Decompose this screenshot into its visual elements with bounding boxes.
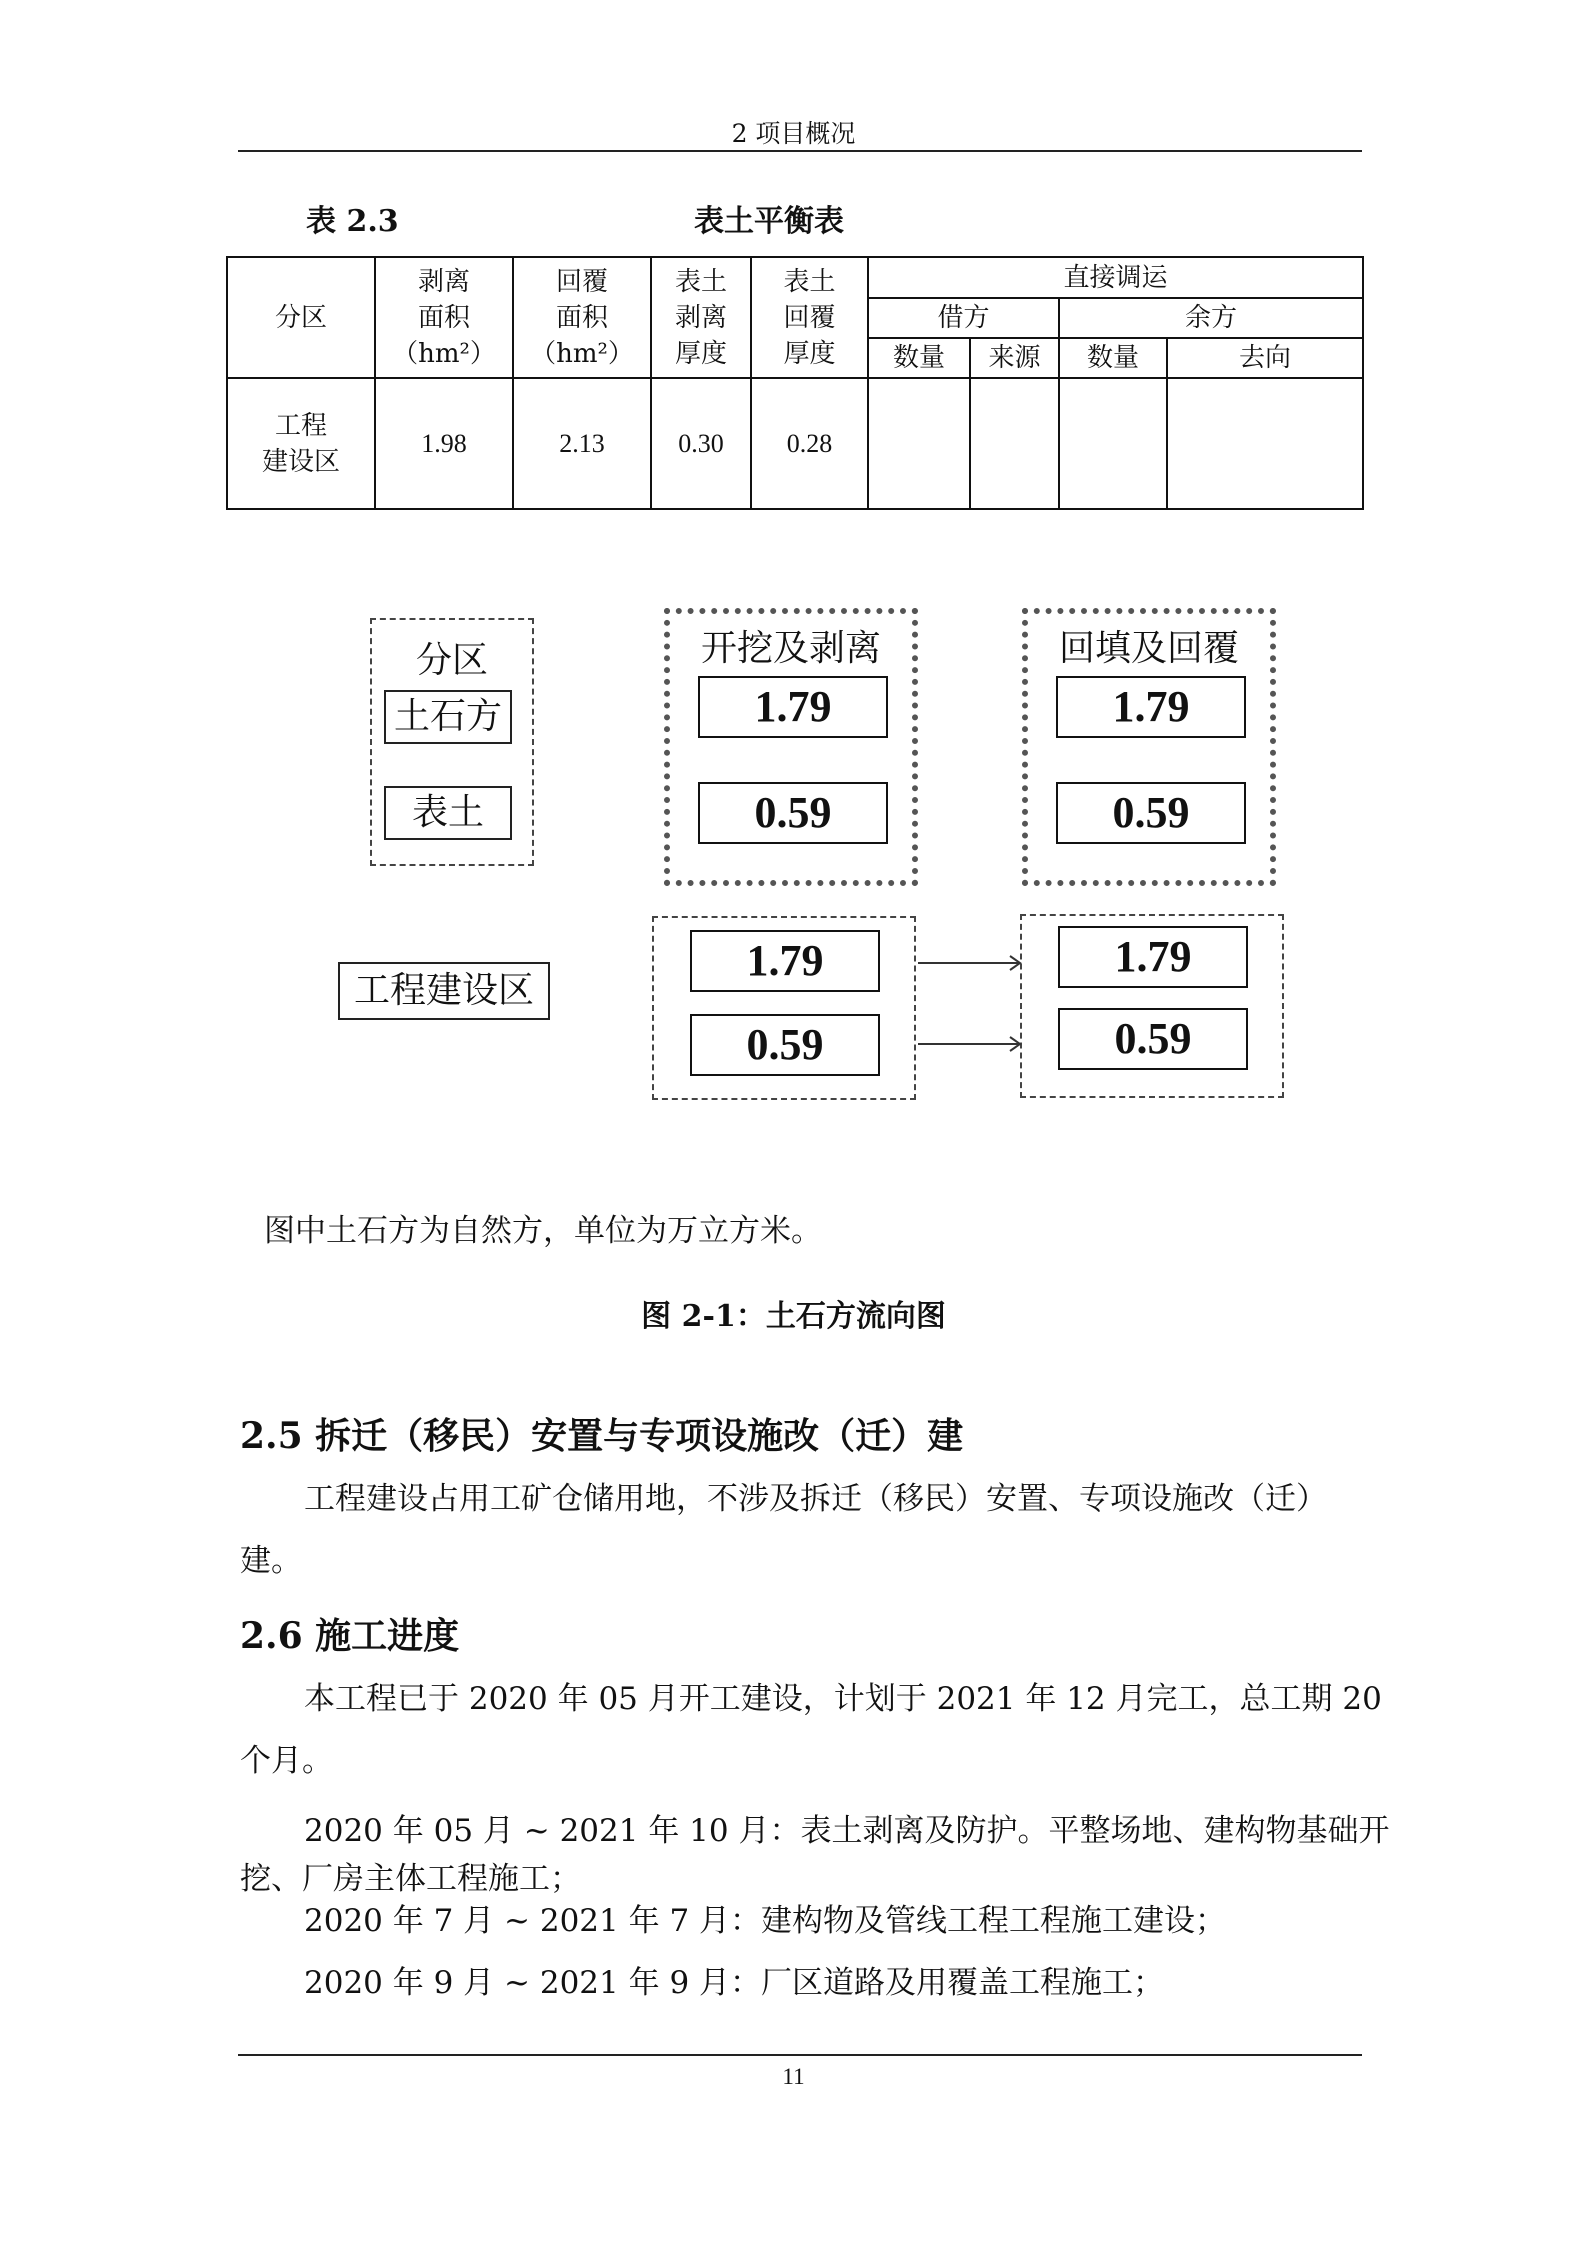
figure-caption: 图 2-1：土石方流向图 — [641, 1299, 946, 1334]
cell-cover-thickness: 0.28 — [751, 378, 868, 509]
backfill-topsoil-value: 0.59 — [1056, 782, 1246, 844]
legend-earthwork: 土石方 — [384, 690, 512, 744]
section-2-5-para-line1: 工程建设占用工矿仓储用地，不涉及拆迁（移民）安置、专项设施改（迁） — [304, 1481, 1327, 1517]
schedule-item-1-line2: 挖、厂房主体工程施工； — [240, 1861, 581, 1897]
cell-borrow-source — [970, 378, 1059, 509]
zone-excavation-topsoil: 0.59 — [690, 1014, 880, 1076]
zone-backfill-topsoil: 0.59 — [1058, 1008, 1248, 1070]
cell-surplus-quantity — [1059, 378, 1167, 509]
schedule-item-3: 2020 年 9 月 ~ 2021 年 9 月：厂区道路及用覆盖工程施工； — [304, 1965, 1165, 2001]
header-borrow-source: 来源 — [970, 338, 1059, 378]
header-rule — [238, 150, 1362, 152]
table-row — [227, 378, 1363, 509]
header-surplus-destination: 去向 — [1167, 338, 1363, 378]
header-cover-thickness: 表土 回覆 厚度 — [751, 257, 868, 378]
backfill-title: 回填及回覆 — [1058, 628, 1239, 669]
zone-backfill-earthwork: 1.79 — [1058, 926, 1248, 988]
zone-label: 工程建设区 — [338, 962, 550, 1020]
excavation-title: 开挖及剥离 — [700, 628, 881, 669]
page-number: 11 — [782, 2064, 805, 2089]
legend-topsoil: 表土 — [384, 786, 512, 840]
excavation-topsoil-value: 0.59 — [698, 782, 888, 844]
figure-note: 图中土石方为自然方，单位为万立方米。 — [264, 1213, 822, 1249]
table-caption-title: 表土平衡表 — [694, 204, 844, 239]
schedule-item-2: 2020 年 7 月 ~ 2021 年 7 月：建构物及管线工程工程施工建设； — [304, 1903, 1227, 1939]
cell-strip-thickness: 0.30 — [651, 378, 751, 509]
section-2-5-para-line2: 建。 — [240, 1543, 302, 1579]
header-direct-transfer: 直接调运 — [868, 257, 1363, 298]
section-2-6-intro-line2: 个月。 — [240, 1743, 333, 1779]
topsoil-balance-table — [226, 256, 1364, 510]
header-strip-area: 剥离 面积 （hm²） — [375, 257, 513, 378]
section-2-6-title: 2.6 施工进度 — [240, 1615, 460, 1657]
header-strip-thickness: 表土 剥离 厚度 — [651, 257, 751, 378]
header-borrow-quantity: 数量 — [868, 338, 970, 378]
header-borrow: 借方 — [868, 298, 1059, 338]
cell-zone: 工程 建设区 — [227, 378, 375, 509]
header-zone: 分区 — [227, 257, 375, 378]
footer-rule — [238, 2054, 1362, 2056]
header-surplus: 余方 — [1059, 298, 1363, 338]
backfill-earthwork-value: 1.79 — [1056, 676, 1246, 738]
cell-surplus-destination — [1167, 378, 1363, 509]
section-2-6-intro-line1: 本工程已于 2020 年 05 月开工建设，计划于 2021 年 12 月完工，总工期 20 — [304, 1681, 1382, 1717]
excavation-earthwork-value: 1.79 — [698, 676, 888, 738]
legend-title: 分区 — [415, 640, 488, 681]
schedule-item-1-line1: 2020 年 05 月 ~ 2021 年 10 月：表土剥离及防护。平整场地、建构物基础开 — [304, 1813, 1390, 1849]
cell-strip-area: 1.98 — [375, 378, 513, 509]
header-surplus-quantity: 数量 — [1059, 338, 1167, 378]
running-header: 2 项目概况 — [731, 119, 856, 148]
cell-borrow-quantity — [868, 378, 970, 509]
cell-cover-area: 2.13 — [513, 378, 651, 509]
zone-excavation-earthwork: 1.79 — [690, 930, 880, 992]
header-cover-area: 回覆 面积 （hm²） — [513, 257, 651, 378]
section-2-5-title: 2.5 拆迁（移民）安置与专项设施改（迁）建 — [240, 1415, 964, 1457]
flow-arrows — [910, 950, 1030, 1060]
table-caption-number: 表 2.3 — [306, 204, 399, 239]
